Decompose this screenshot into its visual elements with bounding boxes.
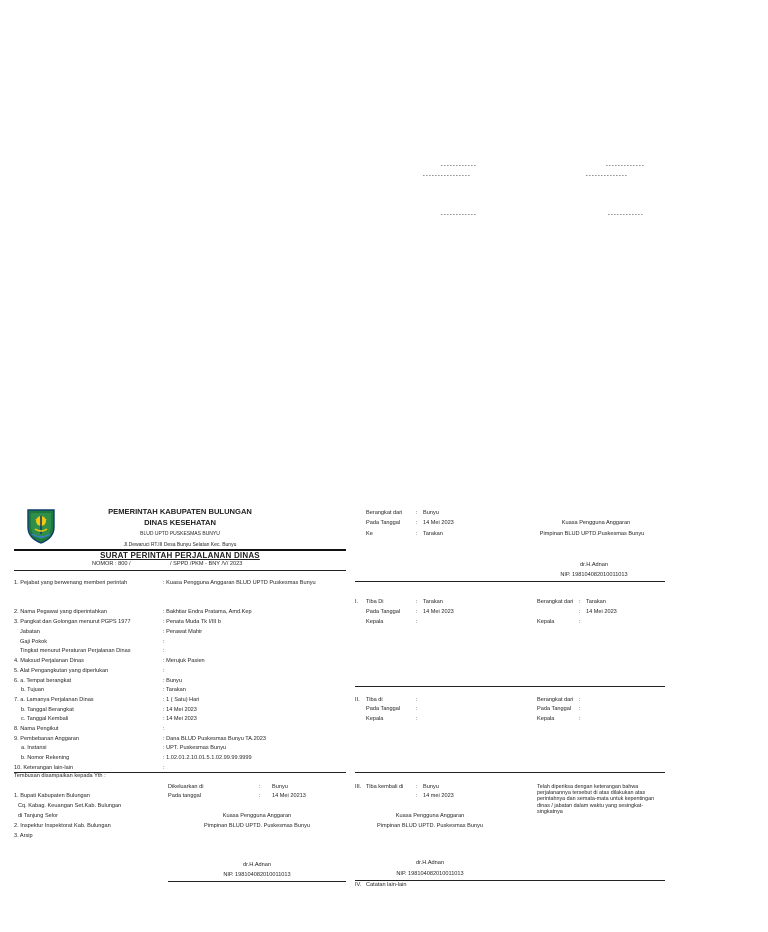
depart-from-label: Berangkat dari bbox=[537, 599, 574, 605]
depart-date-value: 14 Mei 2023 bbox=[586, 609, 617, 615]
depart-date-label: Pada Tanggal bbox=[537, 706, 572, 712]
header-address: Jl.Dewaruci RT.III Desa Bunyu Selatan Kec. Bunyu bbox=[123, 542, 237, 548]
depart-from-label: Berangkat dari bbox=[537, 697, 574, 703]
signer-role: Kuasa Pengguna Anggaran bbox=[561, 520, 631, 526]
row-value: : bbox=[163, 648, 165, 654]
return-label: Tiba kembali di bbox=[366, 784, 404, 790]
cc-title: Tembusan disampaikan kepada Yth : bbox=[14, 773, 106, 779]
issued-date-label: Pada tanggal bbox=[168, 793, 201, 799]
section-divider bbox=[355, 772, 665, 773]
document-number-label: NOMOR : 800 / bbox=[92, 561, 131, 567]
depart-from-value: Tarakan bbox=[586, 599, 606, 605]
head-label: Kepala bbox=[537, 716, 555, 722]
row-label: 6. a. Tempat berangkat bbox=[14, 678, 72, 684]
colon: : bbox=[579, 716, 581, 722]
cc-item: di Tanjung Selor bbox=[18, 813, 59, 819]
row-value: : Kuasa Pengguna Anggaran BLUD UPTD Puskesmas Bunyu bbox=[163, 580, 316, 586]
section-divider bbox=[355, 581, 665, 582]
row-label: b. Tujuan bbox=[21, 687, 45, 693]
colon: : bbox=[416, 793, 418, 799]
row-label: b. Nomor Rekening bbox=[21, 755, 70, 761]
arrive-date-label: Pada Tanggal bbox=[366, 706, 401, 712]
header-department: DINAS KESEHATAN bbox=[144, 518, 216, 527]
signer-nip: NIP. 198104082010011013 bbox=[560, 572, 628, 578]
signer-office: Pimpinan BLUD UPTD.Puskesmas Bunyu bbox=[539, 531, 645, 537]
dash-placeholder: ------------ bbox=[440, 211, 477, 218]
depart-from-value: Bunyu bbox=[423, 510, 439, 516]
colon: : bbox=[579, 697, 581, 703]
signer-nip: NIP. 198104082010011013 bbox=[396, 871, 464, 877]
row-value: : Tarakan bbox=[163, 687, 186, 693]
head-label: Kepala bbox=[366, 619, 384, 625]
section-number: IV. bbox=[355, 882, 362, 888]
colon: : bbox=[579, 599, 581, 605]
colon: : bbox=[416, 599, 418, 605]
row-value: : bbox=[163, 726, 165, 732]
dash-placeholder: ------------- bbox=[605, 162, 645, 169]
return-date-value: 14 mei 2023 bbox=[423, 793, 454, 799]
signer-office: Pimpinan BLUD UPTD. Puskesmas Bunyu bbox=[203, 823, 310, 829]
row-label: c. Tanggal Kembali bbox=[21, 716, 69, 722]
issued-date-value: 14 Mei 20213 bbox=[272, 793, 306, 799]
row-value: : Dana BLUD Puskesmas Bunyu TA.2023 bbox=[163, 736, 267, 742]
row-value: : Merujuk Pasien bbox=[163, 658, 205, 664]
row-label: 10. Keterangan lain-lain bbox=[14, 765, 74, 771]
row-value: : Penata Muda Tk I/III b bbox=[163, 619, 222, 625]
dash-placeholder: -------------- bbox=[585, 172, 628, 179]
issued-at-value: Bunyu bbox=[272, 784, 288, 790]
depart-date-label: Pada Tanggal bbox=[366, 520, 401, 526]
row-value: : bbox=[163, 668, 165, 674]
row-label: Jabatan bbox=[20, 629, 40, 635]
row-label: 8. Nama Pengikut bbox=[14, 726, 59, 732]
row-value: : bbox=[163, 639, 165, 645]
row-label: Tingkat menurut Peraturan Perjalanan Dinas bbox=[20, 648, 131, 654]
row-value: : Perawat Mahir bbox=[163, 629, 203, 635]
colon: : bbox=[259, 784, 261, 790]
signer-role: Kuasa Pengguna Anggaran bbox=[395, 813, 465, 819]
cc-item: 2. Inspektur Inspektorat Kab. Bulungan bbox=[14, 823, 111, 829]
row-value: : UPT. Puskesmas Bunyu bbox=[163, 745, 227, 751]
arrive-value: Tarakan bbox=[423, 599, 443, 605]
row-value: : 14 Mei 2023 bbox=[163, 716, 197, 722]
depart-date-value: 14 Mei 2023 bbox=[423, 520, 454, 526]
colon: : bbox=[416, 716, 418, 722]
government-logo bbox=[25, 507, 57, 544]
section-divider bbox=[355, 686, 665, 687]
return-value: Bunyu bbox=[423, 784, 439, 790]
row-value: : bbox=[163, 765, 165, 771]
colon: : bbox=[579, 619, 581, 625]
cc-item: 1. Bupati Kabupaten Bulungan bbox=[14, 793, 90, 799]
arrive-label: Tiba Di bbox=[366, 599, 384, 605]
depart-from-label: Berangkat dari bbox=[366, 510, 403, 516]
arrive-date-value: 14 Mei 2023 bbox=[423, 609, 454, 615]
row-label: b. Tanggal Berangkat bbox=[21, 707, 74, 713]
destination-value: Tarakan bbox=[423, 531, 443, 537]
row-label: 7. a. Lamanya Perjalanan Dinas bbox=[14, 697, 94, 703]
dash-placeholder: ------------ bbox=[607, 211, 644, 218]
signature-line bbox=[168, 881, 346, 882]
colon: : bbox=[579, 706, 581, 712]
row-value: : 1 ( Satu) Hari bbox=[163, 697, 200, 703]
issued-at-label: Dikeluarkan di bbox=[168, 784, 204, 790]
row-label: 4. Maksud Perjalanan Dinas bbox=[14, 658, 84, 664]
row-label: 2. Nama Pegawai yang diperintahkan bbox=[14, 609, 107, 615]
signer-role: Kuasa Pengguna Anggaran bbox=[222, 813, 292, 819]
row-value: : Bakhtiar Endra Pratama, Amd.Kep bbox=[163, 609, 252, 615]
signer-name: dr.H.Adnan bbox=[243, 862, 271, 868]
section-number: II. bbox=[355, 697, 360, 703]
notes-label: Catatan lain-lain bbox=[366, 882, 407, 888]
cc-item: 3. Arsip bbox=[14, 833, 33, 839]
colon: : bbox=[416, 619, 418, 625]
destination-label: Ke bbox=[366, 531, 373, 537]
document-number-value: / SPPD /PKM - BNY /V/ 2023 bbox=[170, 561, 243, 567]
signer-name: dr.H.Adnan bbox=[416, 860, 444, 866]
head-label: Kepala bbox=[537, 619, 555, 625]
dash-placeholder: ---------------- bbox=[422, 172, 471, 179]
colon: : bbox=[416, 520, 418, 526]
colon: : bbox=[416, 510, 418, 516]
document-title: SURAT PERINTAH PERJALANAN DINAS bbox=[100, 551, 260, 560]
colon: : bbox=[416, 706, 418, 712]
verification-note: Telah diperiksa dengan keterangan bahwa perjalanannya tersebut di atas dilakukan atas perintahnya dan semata-mata untuk kepentingan dinas / jabatan dalam waktu yang sesingkat-singkatnya bbox=[537, 784, 655, 815]
row-value: : 14 Mei 2023 bbox=[163, 707, 197, 713]
colon: : bbox=[579, 609, 581, 615]
signer-nip: NIP. 198104082010011013 bbox=[223, 872, 291, 878]
colon: : bbox=[416, 697, 418, 703]
header-government: PEMERINTAH KABUPATEN BULUNGAN bbox=[108, 507, 252, 516]
row-value: : Bunyu bbox=[163, 678, 182, 684]
section-divider bbox=[355, 880, 665, 881]
row-label: Gaji Pokok bbox=[20, 639, 48, 645]
head-label: Kepala bbox=[366, 716, 384, 722]
colon: : bbox=[259, 793, 261, 799]
cc-item: Cq. Kabag. Keuangan Set.Kab. Bulungan bbox=[18, 803, 122, 809]
colon: : bbox=[416, 531, 418, 537]
dash-placeholder: ------------ bbox=[440, 162, 477, 169]
row-label: a. Instansi bbox=[21, 745, 47, 751]
arrive-label: Tiba di bbox=[366, 697, 383, 703]
header-bottom-line bbox=[14, 570, 346, 571]
arrive-date-label: Pada Tanggal bbox=[366, 609, 401, 615]
row-value: : 1.02.01.2.10.01.5.1.02.99.99.9999 bbox=[163, 755, 252, 761]
section-number: III. bbox=[355, 784, 362, 790]
row-label: 9. Pembebanan Anggaran bbox=[14, 736, 80, 742]
header-unit: BLUD UPTD PUSKESMAS BUNYU bbox=[140, 531, 220, 537]
signer-name: dr.H.Adnan bbox=[580, 562, 608, 568]
colon: : bbox=[416, 784, 418, 790]
section-number: I. bbox=[355, 599, 359, 605]
colon: : bbox=[416, 609, 418, 615]
row-label: 1. Pejabat yang berwenang memberi perintah bbox=[14, 580, 128, 586]
signer-office: Pimpinan BLUD UPTD. Puskesmas Bunyu bbox=[376, 823, 483, 829]
row-label: 5. Alat Pengangkutan yang diperlukan bbox=[14, 668, 109, 674]
row-label: 3. Pangkat dan Golongan menurut PGPS 1977 bbox=[14, 619, 131, 625]
